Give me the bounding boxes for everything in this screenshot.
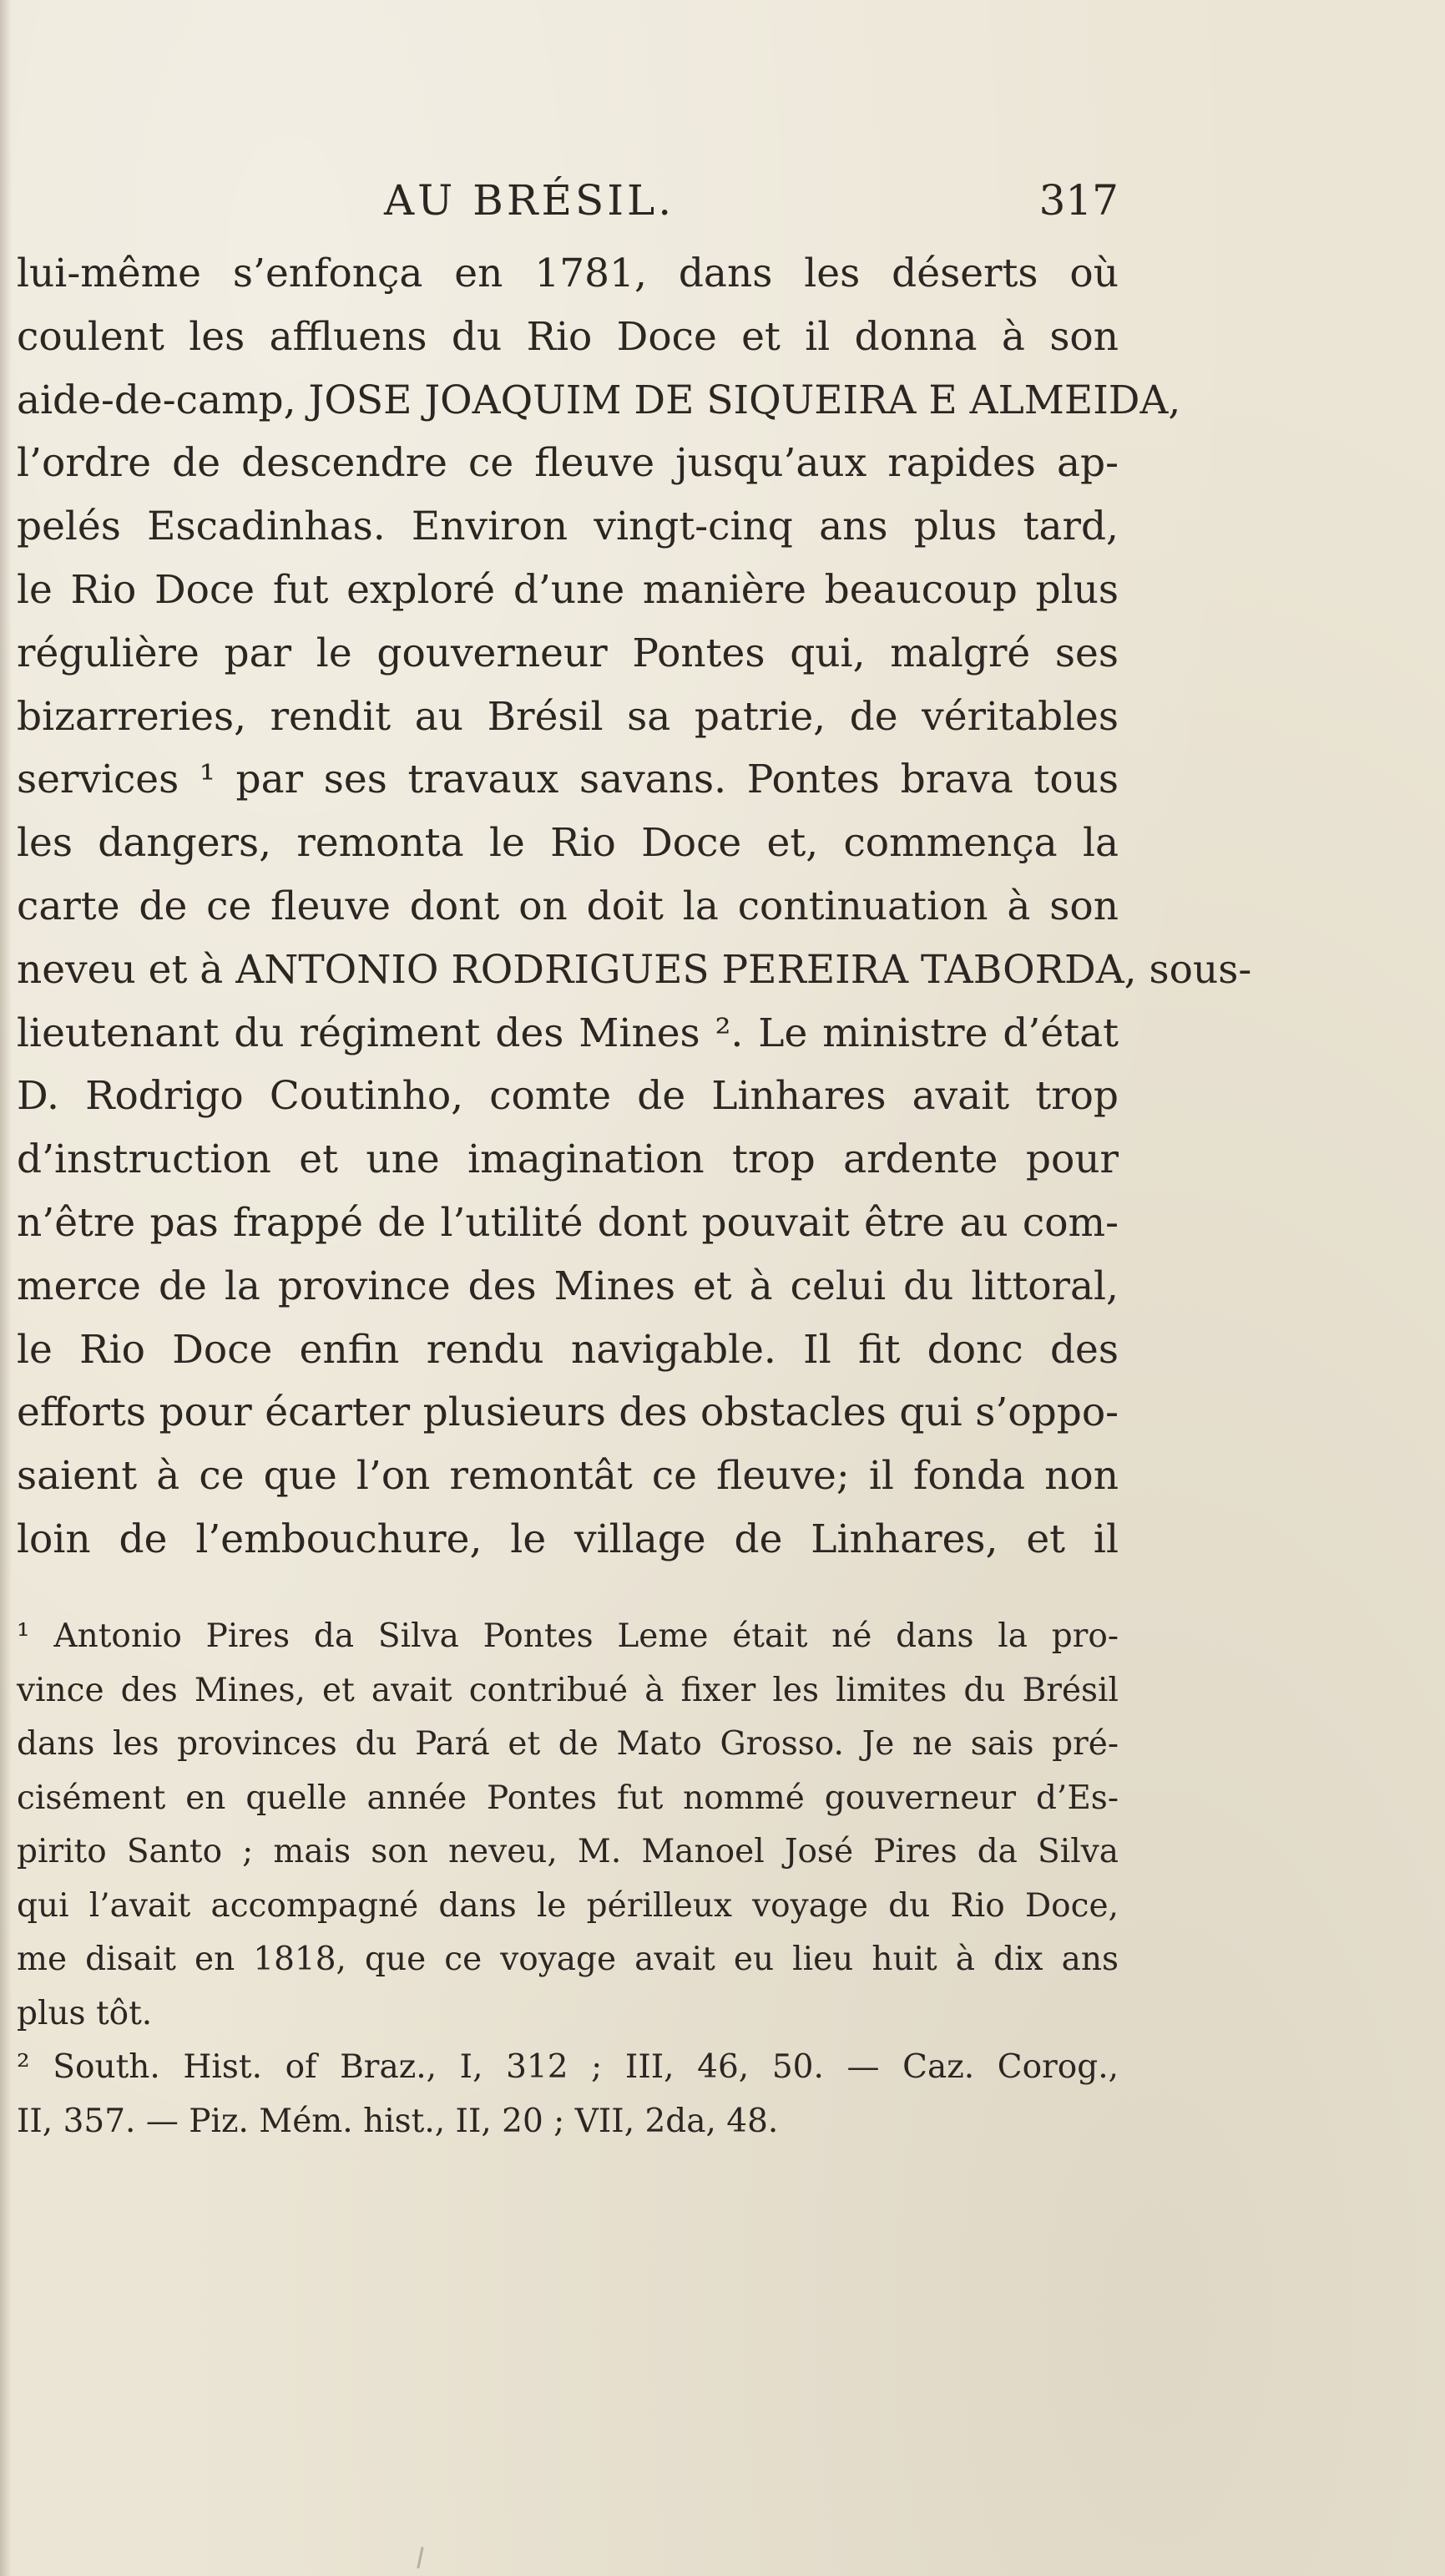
stray-mark bbox=[417, 2547, 423, 2568]
running-head: AU BRÉSIL. bbox=[384, 176, 675, 225]
text-line: lui-même s’enfonça en 1781, dans les déserts où bbox=[17, 251, 1119, 296]
text-line: efforts pour écarter plusieurs des obstacles qui s’oppo- bbox=[17, 1389, 1119, 1436]
text-line: merce de la province des Mines et à celui du littoral, bbox=[17, 1263, 1119, 1309]
text-line: d’instruction et une imagination trop ardente pour bbox=[17, 1136, 1119, 1183]
footnote-line: pirito Santo ; mais son neveu, M. Manoel José Pires da Silva bbox=[17, 1833, 1119, 1870]
footnote-line: ² South. Hist. of Braz., I, 312 ; III, 46, 50. — Caz. Corog., bbox=[17, 2048, 1119, 2086]
text-line: carte de ce fleuve dont on doit la continuation à son bbox=[17, 883, 1119, 929]
text-line: saient à ce que l’on remontât ce fleuve; il fonda non bbox=[17, 1453, 1119, 1500]
footnote-line: ¹ Antonio Pires da Silva Pontes Leme était né dans la pro- bbox=[17, 1617, 1119, 1655]
footnote-line: qui l’avait accompagné dans le périlleux voyage du Rio Doce, bbox=[17, 1886, 1119, 1925]
footnote-line: II, 357. — Piz. Mém. hist., II, 20 ; VII, 2da, 48. bbox=[17, 2102, 779, 2140]
footnote-line: vince des Mines, et avait contribué à fixer les limites du Brésil bbox=[17, 1671, 1119, 1709]
text-line: coulent les affluens du Rio Doce et il donna à son bbox=[17, 313, 1119, 360]
footnote-line: me disait en 1818, que ce voyage avait eu lieu huit à dix ans bbox=[17, 1941, 1119, 1978]
page-number: 317 bbox=[1038, 176, 1119, 225]
body-text bbox=[17, 242, 1252, 1571]
text-line: pelés Escadinhas. Environ vingt-cinq ans plus tard, bbox=[17, 504, 1119, 550]
text-line: l’ordre de descendre ce fleuve jusqu’aux rapides ap- bbox=[17, 440, 1119, 487]
text-line: lieutenant du régiment des Mines ². Le ministre d’état bbox=[17, 1010, 1119, 1056]
text-line: bizarreries, rendit au Brésil sa patrie, de véritables bbox=[17, 693, 1119, 740]
text-line: n’être pas frappé de l’utilité dont pouvait être au com- bbox=[17, 1199, 1119, 1246]
footnote-line: cisément en quelle année Pontes fut nommé gouverneur d’Es- bbox=[17, 1779, 1119, 1817]
text-line: les dangers, remonta le Rio Doce et, commença la bbox=[17, 820, 1119, 867]
footnote-line: dans les provinces du Pará et de Mato Grosso. Je ne sais pré- bbox=[17, 1725, 1119, 1763]
text-line: D. Rodrigo Coutinho, comte de Linhares avait trop bbox=[17, 1073, 1119, 1120]
text-line: services ¹ par ses travaux savans. Pontes brava tous bbox=[17, 757, 1119, 803]
text-line: régulière par le gouverneur Pontes qui, malgré ses bbox=[17, 630, 1119, 676]
footnote-line: plus tôt. bbox=[17, 1994, 153, 2032]
text-line: le Rio Doce enfin rendu navigable. Il fit donc des bbox=[17, 1326, 1119, 1373]
text-line: aide-de-camp, JOSE JOAQUIM DE SIQUEIRA E ALMEIDA, bbox=[17, 377, 1181, 423]
page-header bbox=[17, 171, 1119, 230]
footnotes bbox=[17, 1610, 1119, 2148]
text-line: neveu et à ANTONIO RODRIGUES PEREIRA TABORDA, sous- bbox=[17, 946, 1252, 993]
text-line: loin de l’embouchure, le village de Linhares, et il bbox=[17, 1516, 1119, 1562]
text-line: le Rio Doce fut exploré d’une manière beaucoup plus bbox=[17, 566, 1119, 613]
